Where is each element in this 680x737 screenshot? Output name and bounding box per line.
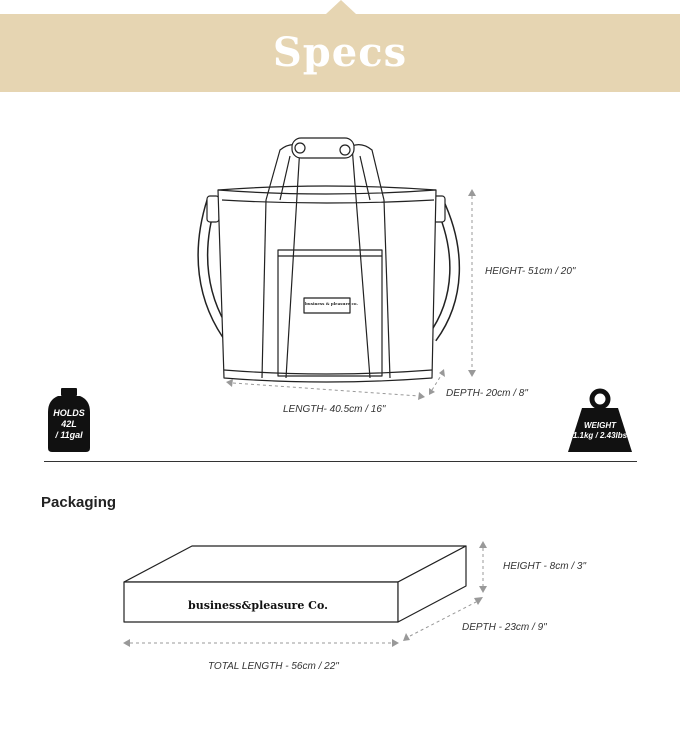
packaging-title: Packaging [41, 494, 117, 511]
cooler-bag-illustration [203, 138, 455, 382]
packaging-brand: business&pleasure Co. [188, 599, 328, 612]
specs-title: Specs [272, 29, 408, 76]
packaging-length-label: TOTAL LENGTH - 56cm / 22" [208, 661, 339, 672]
holds-line2: 42L [61, 419, 77, 429]
holds-line3: / 11gal [55, 430, 83, 440]
bag-logo-text: business & pleasure co. [305, 301, 358, 306]
holds-capacity [48, 408, 90, 441]
bag-height-label: HEIGHT- 51cm / 20" [485, 266, 576, 277]
holds-line1: HOLDS [53, 408, 85, 418]
weight-line1: WEIGHT [584, 421, 616, 430]
weight-info [568, 421, 632, 441]
bag-depth-label: DEPTH- 20cm / 8" [446, 388, 528, 399]
section-divider [44, 461, 637, 462]
weight-line2: 1.1kg / 2.43lbs [572, 431, 628, 440]
bag-length-label: LENGTH- 40.5cm / 16" [283, 404, 386, 415]
packaging-height-label: HEIGHT - 8cm / 3" [503, 561, 587, 572]
packaging-depth-label: DEPTH - 23cm / 9" [462, 622, 547, 633]
